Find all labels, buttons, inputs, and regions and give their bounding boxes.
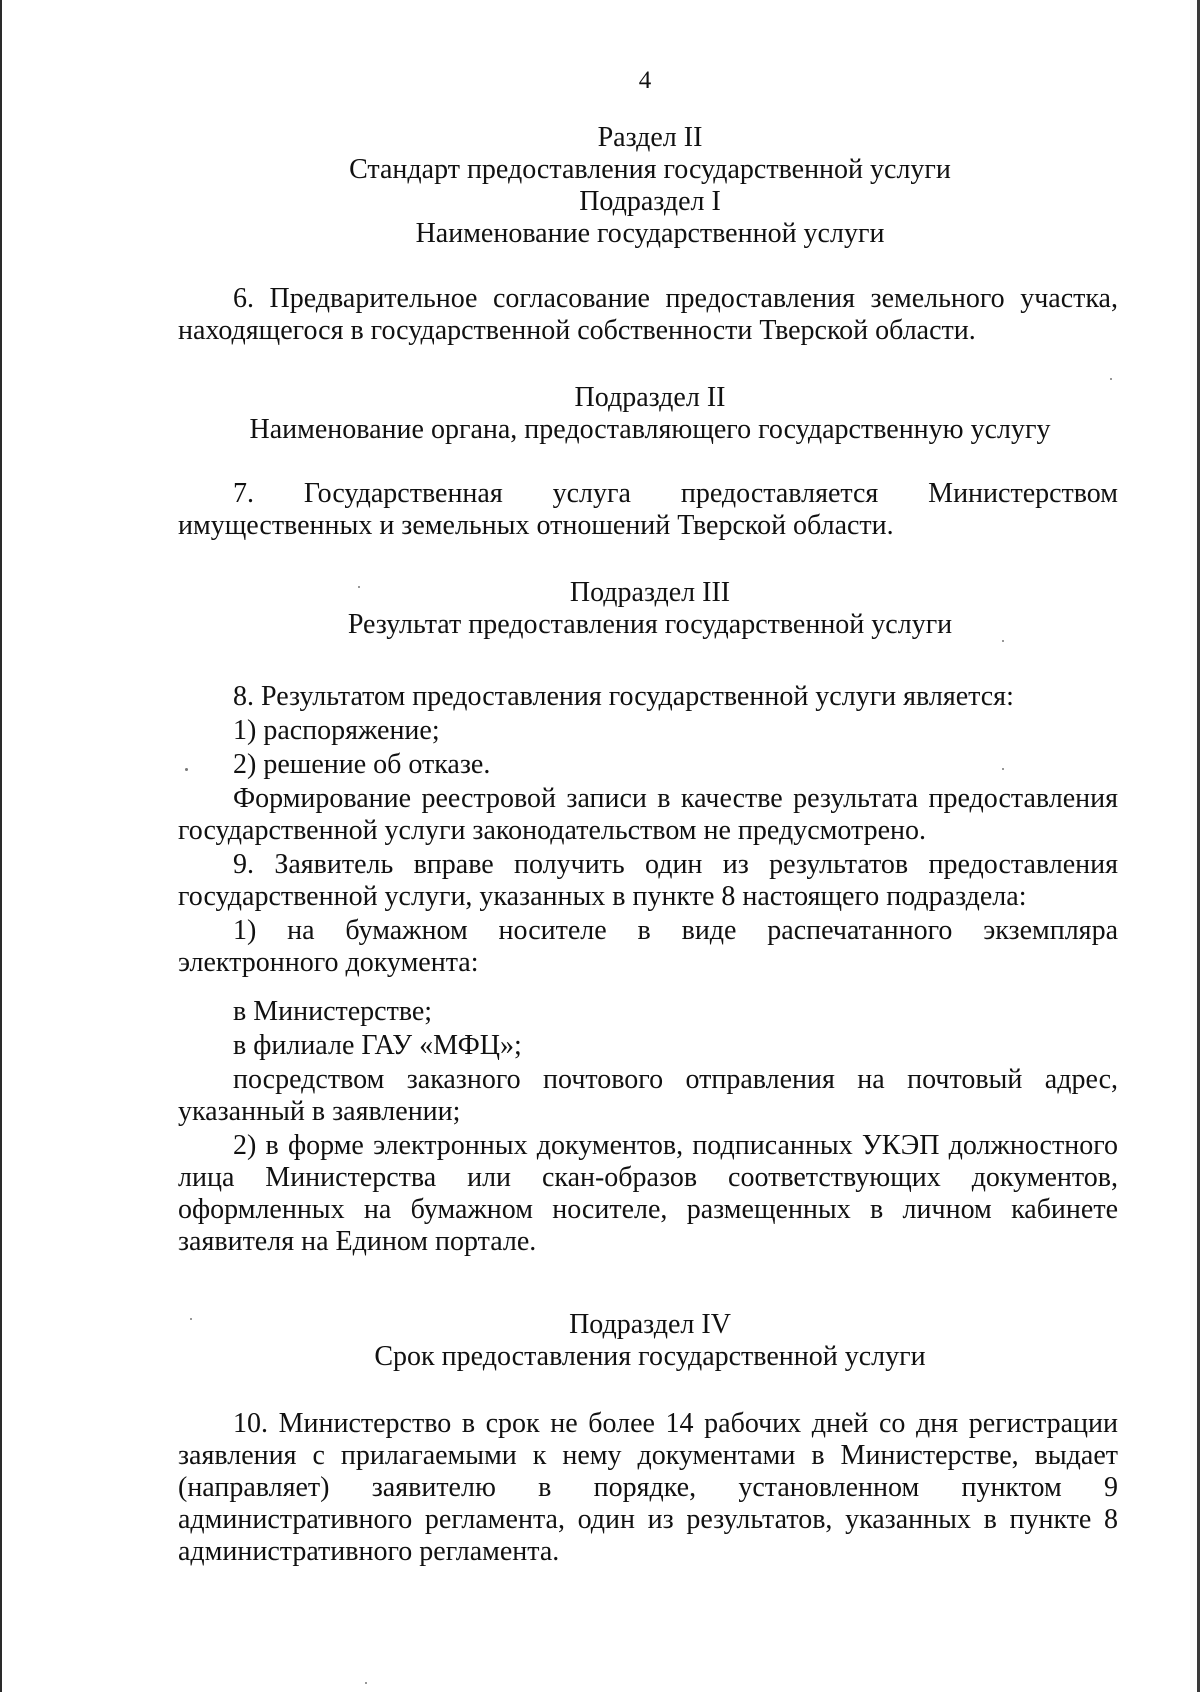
scan-speck xyxy=(358,586,360,588)
paragraph-9-item-1-a: в Министерстве; xyxy=(233,996,433,1027)
paragraph-8: 8. Результатом предоставления государственной услуги является: xyxy=(233,681,1014,712)
subsection-2-title: Подраздел II xyxy=(574,382,726,413)
subsection-2-heading: Наименование органа, предоставляющего государственную услугу xyxy=(249,414,1051,445)
subsection-1-title: Подраздел I xyxy=(579,186,721,217)
paragraph-10: 10. Министерство в срок не более 14 рабочих дней со дня регистрации заявления с прилагаемыми к нему документами в Министерстве, выдает (направляет) заявителю в порядке, установленном пунктом 9 административного регламента, один из результатов, указанных в пункте 8 административного регламента. xyxy=(178,1408,1118,1567)
subsection-4-title: Подраздел IV xyxy=(569,1309,731,1340)
page-number: 4 xyxy=(638,67,652,94)
scan-speck xyxy=(1110,378,1112,380)
subsection-1-heading: Наименование государственной услуги xyxy=(415,218,885,249)
scan-speck xyxy=(365,1682,367,1684)
section-title: Раздел II xyxy=(597,122,703,153)
scan-speck xyxy=(185,768,188,771)
paragraph-9-item-1-c: посредством заказного почтового отправления на почтовый адрес, указанный в заявлении; xyxy=(178,1064,1118,1127)
paragraph-8-note: Формирование реестровой записи в качестве результата предоставления государственной услуги законодательством не предусмотрено. xyxy=(178,783,1118,846)
subsection-3-title: Подраздел III xyxy=(569,577,731,608)
paragraph-7: 7. Государственная услуга предоставляется Министерством имущественных и земельных отношений Тверской области. xyxy=(178,478,1118,541)
paragraph-8-item-1: 1) распоряжение; xyxy=(233,715,440,746)
paragraph-9-item-2: 2) в форме электронных документов, подписанных УКЭП должностного лица Министерства или скан-образов соответствующих документов, оформленных на бумажном носителе, размещенных в личном кабинете заявителя на Едином портале. xyxy=(178,1130,1118,1257)
paragraph-9-item-1: 1) на бумажном носителе в виде распечатанного экземпляра электронного документа: xyxy=(178,915,1118,978)
scan-speck xyxy=(1002,640,1004,642)
paragraph-9: 9. Заявитель вправе получить один из результатов предоставления государственной услуги, указанных в пункте 8 настоящего подраздела: xyxy=(178,849,1118,912)
paragraph-6: 6. Предварительное согласование предоставления земельного участка, находящегося в государственной собственности Тверской области. xyxy=(178,283,1118,346)
subsection-4-heading: Срок предоставления государственной услуги xyxy=(374,1341,926,1372)
paragraph-9-item-1-b: в филиале ГАУ «МФЦ»; xyxy=(233,1030,522,1061)
scan-speck xyxy=(1002,768,1004,770)
scan-speck xyxy=(190,1318,192,1320)
subsection-3-heading: Результат предоставления государственной услуги xyxy=(347,609,953,640)
paragraph-8-item-2: 2) решение об отказе. xyxy=(233,749,491,780)
section-subtitle: Стандарт предоставления государственной услуги xyxy=(349,154,951,185)
